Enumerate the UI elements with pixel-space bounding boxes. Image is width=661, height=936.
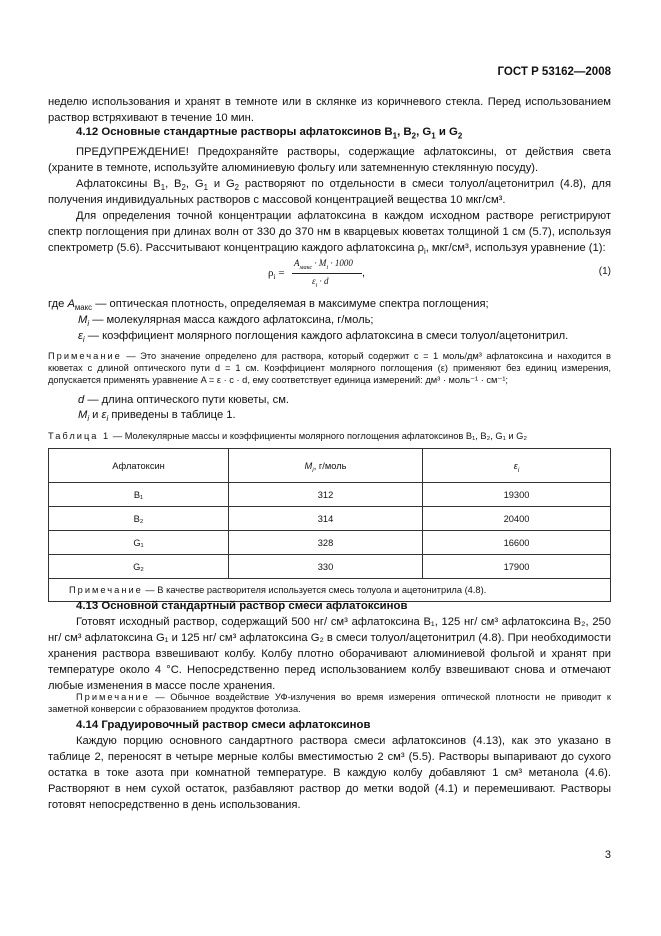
table-1-caption: Таблица 1 — Молекулярные массы и коэффициенты молярного поглощения афлатоксинов B₁, B₂, G₁ и G₂	[48, 431, 527, 441]
cell-aflatoxin: G₁	[49, 531, 229, 555]
cell-aflatoxin: B₂	[49, 507, 229, 531]
cell-epsilon: 19300	[423, 483, 611, 507]
equation-number: (1)	[598, 266, 611, 277]
paragraph-aflatoxins-dissolve: Афлатоксины $B_1$, $B_2$, $G_1$ и $G_2$ растворяют по отдельности в смеси толуол/ацетонитрил (4.8), для получения индивидуальных растворов с массовой концентрацией вещества 10 мкг/см³.	[48, 178, 612, 206]
cell-molar-mass: 312	[229, 483, 423, 507]
table-1	[48, 448, 611, 602]
header-epsilon: $\varepsilon_i$	[423, 449, 611, 483]
note-1: Примечание — Это значение определено для раствора, который содержит c = 1 моль/дм³ афлатоксина и находится в кюветах с длиной оптического пути d = 1 см. Коэффициент молярного поглощения (ε) применяют без единиц измерения, допускается применять уравнение A = ε · c · d, ему соответствует единица измерений: дм³ · моль⁻¹ · см⁻¹;	[48, 351, 611, 385]
table-note-row: Примечание — В качестве растворителя используется смесь толуола и ацетонитрила (4.8).	[49, 579, 611, 602]
section-4-13-title: 4.13 Основной стандартный раствор смеси афлатоксинов	[76, 600, 408, 612]
where-list: где $A_{макс}$ — оптическая плотность, определяемая в максимуме спектра поглощения; $M_i$ — молекулярная масса каждого афлатоксина, г/моль; $\varepsilon_i$ — коэффициент молярного поглощения каждого афлатоксина в смеси толуол/ацетонитрил.	[48, 298, 569, 345]
table-row	[49, 531, 611, 555]
cell-molar-mass: 328	[229, 531, 423, 555]
cell-epsilon: 16600	[423, 531, 611, 555]
cell-aflatoxin: B₁	[49, 483, 229, 507]
cell-epsilon: 20400	[423, 507, 611, 531]
table-row	[49, 483, 611, 507]
section-4-14-paragraph: Каждую порцию основного сандартного раствора смеси афлатоксинов (4.13), как это указано в таблице 2, переносят в четыре мерные колбы вместимостью 2 см³ (5.5). Растворы выпаривают до сухого остатка в токе азота при комнатной температуре. В каждую колбу добавляют 1 см³ метанола (4.6). Растворяют в нем сухой остаток, разбавляют раствор до метки водой (4.1) и перемешивают. Растворы готовят непосредственно в день использования.	[48, 735, 611, 811]
table-header-row	[49, 449, 611, 483]
header-molar-mass: $M_i$, г/моль	[229, 449, 423, 483]
m-e-reference: $M_i$ и $\varepsilon_i$ приведены в таблице 1.	[78, 409, 236, 424]
paragraph-concentration: Для определения точной концентрации афлатоксина в каждом исходном растворе регистрируют спектр поглощения при длинах волн от 330 до 370 нм в кварцевых кюветах толщиной 1 см (5.7), используя спектрометр (5.6). Рассчитывают концентрацию каждого афлатоксина $\rho_i$, мкг/см³, используя уравнение (1):	[48, 210, 611, 257]
equation-1: $\rho_i$ = $A_{макс} \cdot M_i \cdot 1000$ $\varepsilon_i \cdot d$ ,	[268, 258, 366, 289]
cell-molar-mass: 330	[229, 555, 423, 579]
intro-paragraph: неделю использования и хранят в темноте или в склянке из коричневого стекла. Перед использованием раствор встряхивают в течение 10 мин.	[48, 96, 611, 124]
table-row	[49, 507, 611, 531]
section-4-14-title: 4.14 Градуировочный раствор смеси афлатоксинов	[76, 719, 371, 731]
note-4-13: Примечание — Обычное воздействие УФ-излучения во время измерения оптической плотности не приводит к заметной конверсии с образованием продуктов фотолиза.	[48, 692, 611, 714]
page-number: 3	[604, 849, 611, 861]
cell-aflatoxin: G₂	[49, 555, 229, 579]
cell-molar-mass: 314	[229, 507, 423, 531]
section-4-12-title: 4.12 Основные стандартные растворы афлатоксинов $B_1$, $B_2$, $G_1$ и $G_2$	[76, 126, 463, 141]
d-definition: d — длина оптического пути кюветы, см.	[78, 394, 290, 406]
header-aflatoxin: Афлатоксин	[49, 449, 229, 483]
table-row	[49, 555, 611, 579]
cell-epsilon: 17900	[423, 555, 611, 579]
warning-paragraph: ПРЕДУПРЕЖДЕНИЕ! Предохраняйте растворы, содержащие афлатоксины, от действия света (храните в темноте, используйте алюминиевую фольгу или затемненную стеклянную посуду).	[48, 146, 611, 174]
section-4-13-paragraph: Готовят исходный раствор, содержащий 500 нг/ см³ афлатоксина B₁, 125 нг/ см³ афлатоксина B₂, 250 нг/ см³ афлатоксина G₁ и 125 нг/ см³ афлатоксина G₂ в смеси толуол/ацетонитрил (4.8). При необходимости хранения раствора взвешивают колбу. Колбу плотно оборачивают алюминиевой фольгой и хранят при температуре около 4 °С. Непосредственно перед использованием колбу взвешивают снова и отмечают любые изменения в массе после хранения.	[48, 616, 611, 692]
document-id: ГОСТ Р 53162—2008	[497, 66, 611, 78]
